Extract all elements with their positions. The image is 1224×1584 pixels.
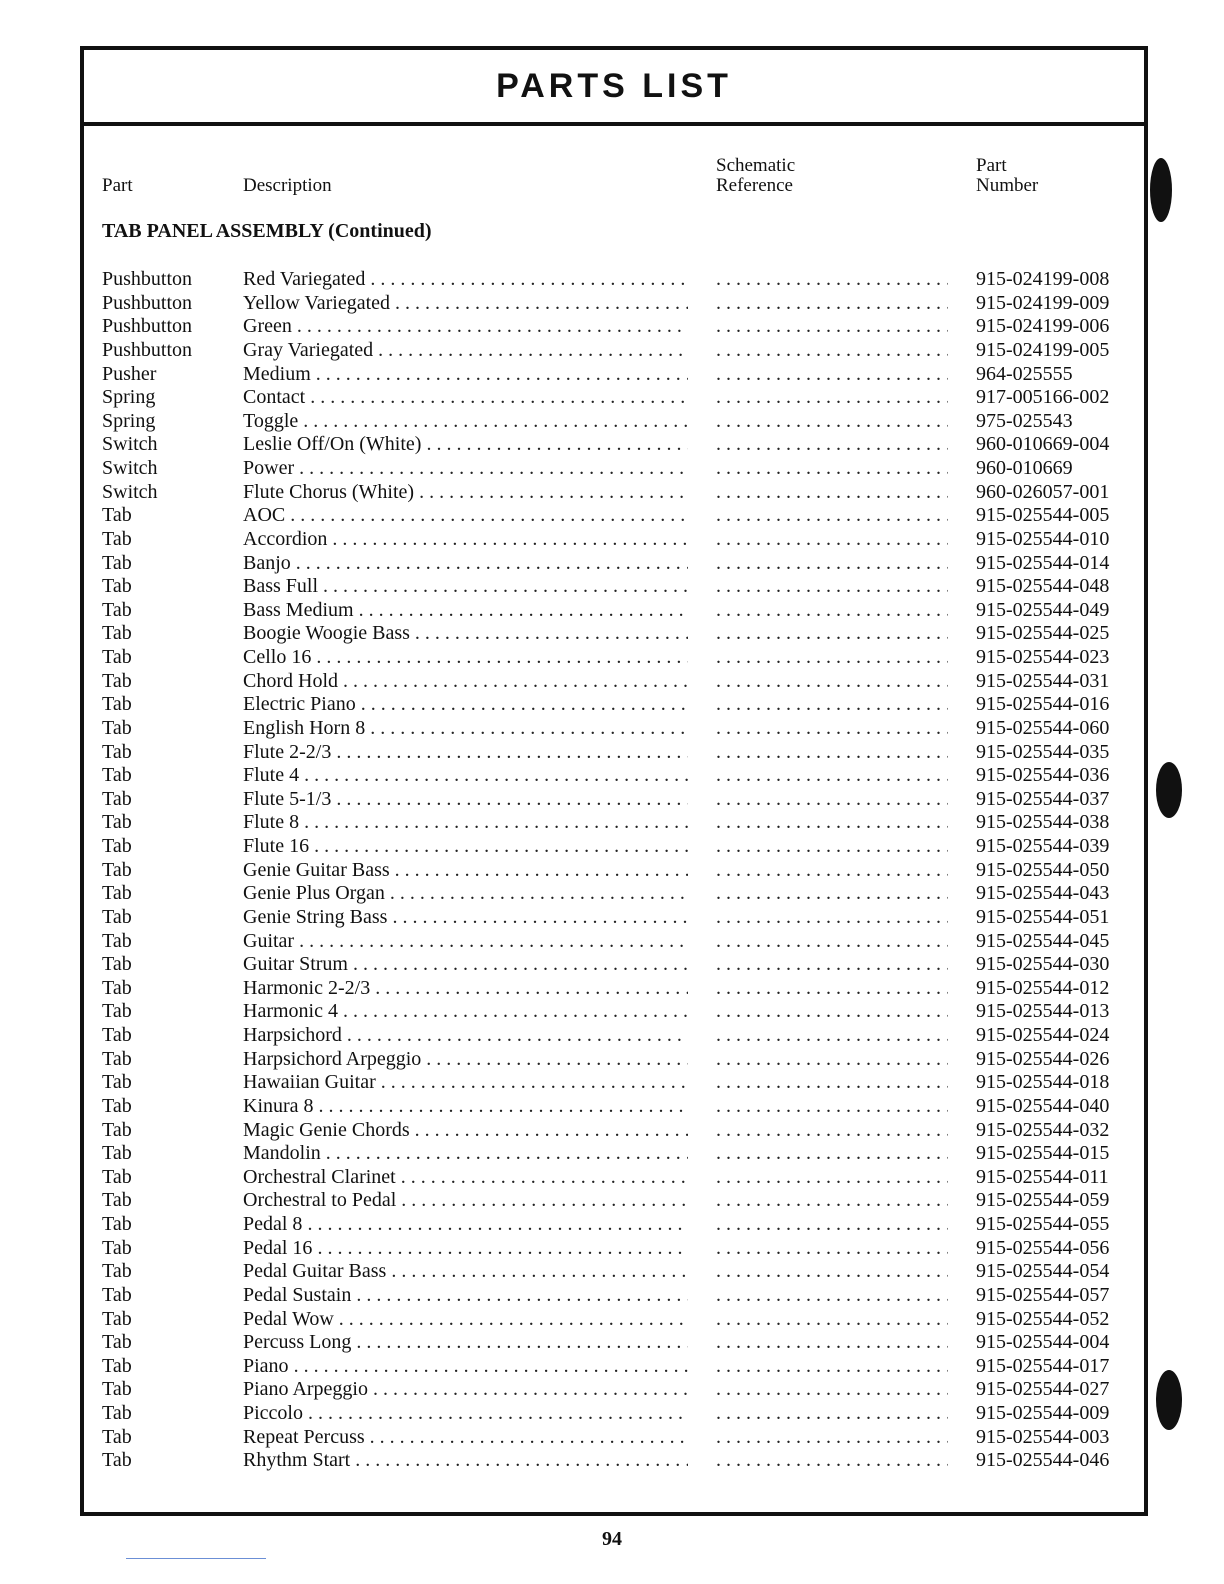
part-cell: Tab [102,504,132,527]
binding-hole-mark [1150,158,1172,222]
table-row [102,717,1134,741]
part-cell: Tab [102,1402,132,1424]
table-row [102,953,1134,977]
part-cell: Tab [102,858,132,881]
binding-hole-mark [1156,1370,1182,1430]
schematic-reference-cell [716,717,948,741]
description-cell: Bass Full . . . [243,575,688,599]
part-number-cell: 915-024199-006 [976,315,1110,338]
description-cell: Toggle . . . [243,410,688,434]
part-cell: Tab [102,598,132,621]
schematic-reference-cell [716,339,948,363]
part-number-cell: 915-025544-024 [976,1024,1110,1046]
schematic-reference-cell [716,906,948,930]
description-cell: Piano Arpeggio . . . [243,1378,688,1402]
table-row [102,741,1134,765]
description-cell: Pedal Guitar Bass . . . [243,1260,688,1284]
part-cell: Tab [102,1000,132,1023]
description-cell: Hawaiian Guitar . . . [243,1071,688,1095]
description-cell: Bass Medium . . . [243,599,688,623]
part-number-cell: 915-025544-040 [976,1094,1110,1117]
part-cell: Spring [102,409,156,432]
part-number-cell: 915-025544-050 [976,858,1110,881]
part-number-cell: 915-025544-011 [976,1165,1109,1188]
description-cell: Flute 16 . . . [243,835,688,859]
description-cell: Percuss Long . . . [243,1331,688,1355]
schematic-reference-cell [716,622,948,646]
table-row [102,906,1134,930]
part-cell: Tab [102,811,132,834]
part-cell: Tab [102,1354,132,1377]
table-row [102,575,1134,599]
schematic-reference-cell [716,764,948,788]
part-cell: Pushbutton [102,338,193,361]
part-cell: Tab [102,1071,132,1094]
part-number-cell: 915-025544-045 [976,929,1110,952]
table-row [102,646,1134,670]
table-row [102,930,1134,954]
part-number-cell: 915-024199-005 [976,338,1110,361]
part-number-cell: 915-024199-009 [976,291,1110,314]
table-row [102,1119,1134,1143]
table-row [102,363,1134,387]
table-row [102,339,1134,363]
part-cell: Tab [102,622,132,645]
schematic-reference-cell [716,315,948,339]
part-cell: Tab [102,835,132,857]
table-row [102,1213,1134,1237]
description-cell: Medium . . . [243,363,688,387]
part-cell: Tab [102,953,132,976]
table-row [102,1260,1134,1284]
table-row [102,504,1134,528]
table-row [102,552,1134,576]
table-row [102,599,1134,623]
description-cell: Banjo . . . [243,552,688,576]
schematic-reference-cell [716,953,948,977]
table-row [102,1024,1134,1048]
part-cell: Tab [102,1236,132,1259]
part-cell: Tab [102,740,132,763]
part-number-cell: 915-025544-012 [976,976,1110,999]
table-row [102,292,1134,316]
part-number-cell: 915-025544-036 [976,764,1110,787]
description-cell: Harpsichord Arpeggio . . . [243,1048,688,1072]
description-cell: Cello 16 . . . [243,646,688,670]
description-cell: Guitar Strum . . . [243,953,688,977]
schematic-reference-cell [716,481,948,505]
part-number-cell: 915-025544-015 [976,1142,1110,1165]
part-cell: Tab [102,976,132,999]
description-cell: Genie String Bass . . . [243,906,688,930]
schematic-reference-cell [716,882,948,906]
part-number-cell: 915-025544-051 [976,905,1110,928]
table-row [102,1449,1134,1473]
part-cell: Tab [102,1213,132,1235]
schematic-reference-cell [716,1355,948,1379]
page-number: 94 [602,1528,622,1550]
schematic-reference-cell [716,1071,948,1095]
header-part-number-line1: Part [976,155,1007,176]
part-number-cell: 915-025544-027 [976,1378,1110,1401]
header-schematic-line1: Schematic [716,155,796,176]
part-cell: Spring [102,386,156,409]
schematic-reference-cell [716,646,948,670]
part-number-cell: 915-025544-054 [976,1260,1110,1283]
description-cell: Piano . . . [243,1355,688,1379]
table-row [102,315,1134,339]
schematic-reference-cell [716,1000,948,1024]
schematic-reference-cell [716,1237,948,1261]
schematic-reference-cell [716,1378,948,1402]
part-cell: Tab [102,551,132,574]
binding-hole-mark [1156,762,1182,818]
part-number-cell: 915-025544-046 [976,1449,1110,1472]
table-row [102,268,1134,292]
table-row [102,1189,1134,1213]
table-row [102,1331,1134,1355]
schematic-reference-cell [716,1048,948,1072]
schematic-reference-cell [716,1260,948,1284]
description-cell: Genie Plus Organ . . . [243,882,688,906]
table-row [102,528,1134,552]
part-cell: Tab [102,1331,132,1354]
schematic-reference-cell [716,1331,948,1355]
part-cell: Tab [102,716,132,739]
part-cell: Tab [102,882,132,905]
part-cell: Tab [102,1449,132,1472]
schematic-reference-cell [716,1166,948,1190]
part-number-cell: 915-025544-023 [976,646,1110,668]
description-cell: Leslie Off/On (White) . . . [243,433,688,457]
part-number-cell: 915-025544-043 [976,882,1110,905]
part-number-cell: 915-025544-025 [976,622,1110,645]
part-number-cell: 915-025544-035 [976,740,1110,763]
description-cell: Flute 2-2/3 . . . [243,741,688,765]
part-number-cell: 915-025544-017 [976,1354,1110,1377]
description-cell: Magic Genie Chords . . . [243,1119,688,1143]
table-row [102,1308,1134,1332]
table-row [102,1237,1134,1261]
schematic-reference-cell [716,292,948,316]
schematic-reference-cell [716,1095,948,1119]
description-cell: Pedal Sustain . . . [243,1284,688,1308]
description-cell: Guitar . . . [243,930,688,954]
part-cell: Tab [102,527,132,550]
description-cell: Genie Guitar Bass . . . [243,859,688,883]
schematic-reference-cell [716,1426,948,1450]
part-number-cell: 915-025544-039 [976,835,1110,857]
table-row [102,410,1134,434]
part-cell: Tab [102,1024,132,1046]
schematic-reference-cell [716,268,948,292]
part-cell: Tab [102,1047,132,1070]
description-cell: Kinura 8 . . . [243,1095,688,1119]
table-row [102,788,1134,812]
schematic-reference-cell [716,1142,948,1166]
table-row [102,693,1134,717]
description-cell: Flute Chorus (White) . . . [243,481,688,505]
part-cell: Tab [102,1189,132,1212]
table-row [102,1071,1134,1095]
description-cell: Piccolo . . . [243,1402,688,1426]
schematic-reference-cell [716,693,948,717]
part-number-cell: 915-025544-010 [976,527,1110,550]
part-cell: Tab [102,1425,132,1448]
schematic-reference-cell [716,528,948,552]
schematic-reference-cell [716,410,948,434]
part-cell: Tab [102,905,132,928]
part-number-cell: 960-010669-004 [976,433,1110,456]
description-cell: Repeat Percuss . . . [243,1426,688,1450]
description-cell: Harmonic 2-2/3 . . . [243,977,688,1001]
description-cell: Harpsichord . . . [243,1024,688,1048]
part-cell: Switch [102,480,158,503]
part-cell: Tab [102,1165,132,1188]
part-number-cell: 964-025555 [976,362,1073,385]
part-number-cell: 975-025543 [976,409,1073,432]
title-bar [84,50,1144,126]
part-cell: Tab [102,1378,132,1401]
description-cell: Flute 8 . . . [243,811,688,835]
schematic-reference-cell [716,977,948,1001]
table-row [102,1000,1134,1024]
part-number-cell: 915-025544-048 [976,575,1110,598]
part-number-cell: 960-026057-001 [976,480,1110,503]
part-number-cell: 915-025544-013 [976,1000,1110,1023]
table-row [102,1142,1134,1166]
part-number-cell: 915-025544-016 [976,693,1110,716]
schematic-reference-cell [716,552,948,576]
description-cell: Orchestral to Pedal . . . [243,1189,688,1213]
table-row [102,1426,1134,1450]
part-number-cell: 915-025544-057 [976,1283,1110,1306]
schematic-reference-cell [716,930,948,954]
part-cell: Switch [102,433,158,456]
part-cell: Pushbutton [102,291,193,314]
description-cell: Power . . . [243,457,688,481]
schematic-reference-cell [716,741,948,765]
part-cell: Pushbutton [102,268,193,290]
part-cell: Tab [102,669,132,692]
part-cell: Tab [102,929,132,952]
table-row [102,882,1134,906]
part-cell: Tab [102,764,132,787]
schematic-reference-cell [716,835,948,859]
part-number-cell: 915-025544-005 [976,504,1110,527]
part-cell: Tab [102,1283,132,1306]
table-row [102,811,1134,835]
schematic-reference-cell [716,1402,948,1426]
description-cell: Accordion . . . [243,528,688,552]
part-number-cell: 915-025544-038 [976,811,1110,834]
description-cell: Gray Variegated . . . [243,339,688,363]
schematic-reference-cell [716,670,948,694]
part-cell: Tab [102,1094,132,1117]
header-schematic-line2: Reference [716,175,793,196]
part-number-cell: 915-025544-037 [976,787,1110,810]
header-description: Description [243,175,332,196]
part-number-cell: 915-025544-052 [976,1307,1110,1330]
part-number-cell: 915-025544-049 [976,598,1110,621]
table-row [102,386,1134,410]
schematic-reference-cell [716,363,948,387]
schematic-reference-cell [716,599,948,623]
description-cell: Chord Hold . . . [243,670,688,694]
table-row [102,1284,1134,1308]
description-cell: Pedal Wow . . . [243,1308,688,1332]
description-cell: Contact . . . [243,386,688,410]
part-cell: Tab [102,1260,132,1283]
table-row [102,1378,1134,1402]
page-title: PARTS LIST [496,66,732,105]
part-number-cell: 915-025544-004 [976,1331,1110,1354]
schematic-reference-cell [716,386,948,410]
table-row [102,1402,1134,1426]
part-number-cell: 915-024199-008 [976,268,1110,290]
scan-underline-mark [126,1558,266,1559]
part-number-cell: 915-025544-055 [976,1213,1110,1235]
header-part-number-line2: Number [976,175,1039,196]
table-row [102,622,1134,646]
schematic-reference-cell [716,1308,948,1332]
schematic-reference-cell [716,1119,948,1143]
section-title: TAB PANEL ASSEMBLY (Continued) [102,220,432,242]
description-cell: Orchestral Clarinet . . . [243,1166,688,1190]
schematic-reference-cell [716,457,948,481]
table-row [102,457,1134,481]
description-cell: Electric Piano . . . [243,693,688,717]
header-part: Part [102,175,133,196]
part-cell: Pushbutton [102,315,193,338]
part-cell: Tab [102,787,132,810]
part-cell: Switch [102,457,158,479]
part-cell: Tab [102,693,132,716]
table-row [102,1048,1134,1072]
part-number-cell: 917-005166-002 [976,386,1110,409]
table-row [102,433,1134,457]
description-cell: Pedal 8 . . . [243,1213,688,1237]
schematic-reference-cell [716,788,948,812]
parts-table [102,268,1134,1473]
table-row [102,1355,1134,1379]
table-row [102,764,1134,788]
part-cell: Tab [102,1118,132,1141]
table-row [102,670,1134,694]
description-cell: Green . . . [243,315,688,339]
schematic-reference-cell [716,1024,948,1048]
part-number-cell: 915-025544-009 [976,1402,1110,1424]
schematic-reference-cell [716,433,948,457]
schematic-reference-cell [716,1449,948,1473]
part-number-cell: 915-025544-056 [976,1236,1110,1259]
part-cell: Tab [102,646,132,668]
part-number-cell: 915-025544-060 [976,716,1110,739]
schematic-reference-cell [716,1213,948,1237]
description-cell: AOC . . . [243,504,688,528]
table-row [102,859,1134,883]
part-number-cell: 915-025544-026 [976,1047,1110,1070]
part-number-cell: 915-025544-030 [976,953,1110,976]
description-cell: Harmonic 4 . . . [243,1000,688,1024]
table-row [102,481,1134,505]
part-cell: Tab [102,575,132,598]
part-number-cell: 915-025544-059 [976,1189,1110,1212]
schematic-reference-cell [716,859,948,883]
description-cell: Yellow Variegated . . . [243,292,688,316]
part-cell: Pusher [102,362,157,385]
table-row [102,977,1134,1001]
description-cell: Pedal 16 . . . [243,1237,688,1261]
description-cell: Flute 5-1/3 . . . [243,788,688,812]
part-number-cell: 915-025544-032 [976,1118,1110,1141]
part-number-cell: 915-025544-014 [976,551,1110,574]
description-cell: English Horn 8 . . . [243,717,688,741]
description-cell: Boogie Woogie Bass . . . [243,622,688,646]
part-cell: Tab [102,1307,132,1330]
schematic-reference-cell [716,575,948,599]
description-cell: Flute 4 . . . [243,764,688,788]
schematic-reference-cell [716,504,948,528]
description-cell: Rhythm Start . . . [243,1449,688,1473]
schematic-reference-cell [716,811,948,835]
schematic-reference-cell [716,1284,948,1308]
schematic-reference-cell [716,1189,948,1213]
table-row [102,1166,1134,1190]
part-number-cell: 960-010669 [976,457,1073,479]
description-cell: Mandolin . . . [243,1142,688,1166]
part-number-cell: 915-025544-031 [976,669,1110,692]
part-number-cell: 915-025544-018 [976,1071,1110,1094]
table-row [102,1095,1134,1119]
description-cell: Red Variegated . . . [243,268,688,292]
part-number-cell: 915-025544-003 [976,1425,1110,1448]
table-row [102,835,1134,859]
part-cell: Tab [102,1142,132,1165]
